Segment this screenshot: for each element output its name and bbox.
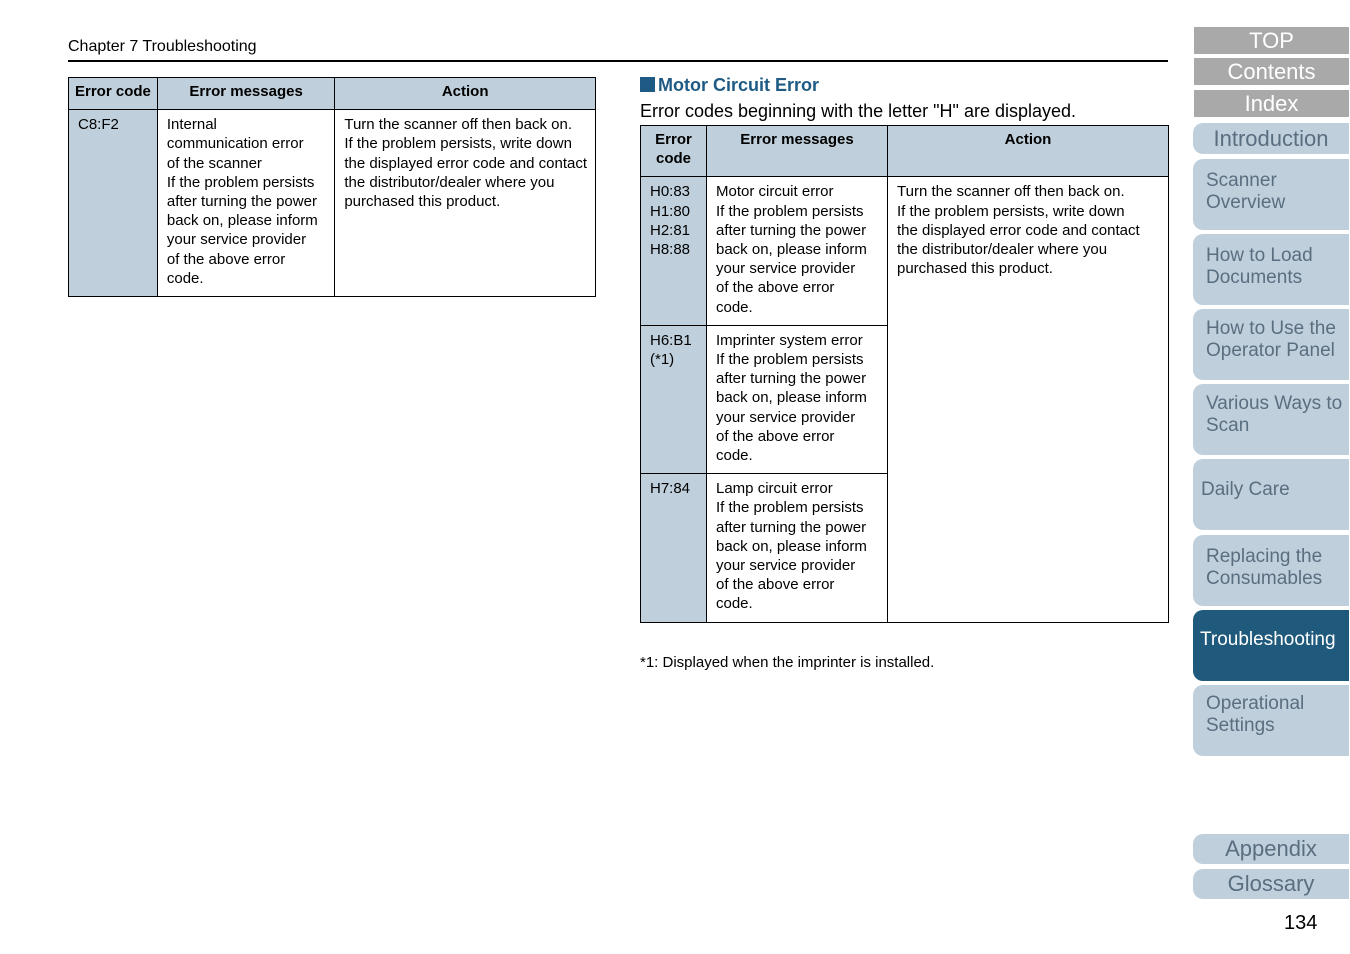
nav-tab-replacing-consumables[interactable]: Replacing the Consumables (1193, 535, 1349, 606)
nav-tab-troubleshooting[interactable]: Troubleshooting (1193, 610, 1349, 681)
nav-introduction-tab[interactable]: Introduction (1193, 123, 1349, 154)
action-cell: Turn the scanner off then back on. If the problem persists, write down the displayed error code and contact the distributor/dealer where you purchased this product. (888, 177, 1169, 622)
header-error-messages: Error messages (157, 78, 334, 110)
error-table-2 (640, 125, 1169, 623)
error-message-cell: Internal communication error of the scanner If the problem persists after turning the power back on, please inform your service provider of the above error code. (157, 110, 334, 297)
section-title: Motor Circuit Error (640, 75, 819, 96)
error-message-cell: Motor circuit error If the problem persists after turning the power back on, please inform your service provider of the above error code. (707, 177, 888, 325)
section-intro: Error codes beginning with the letter "H" are displayed. (640, 101, 1077, 121)
action-cell: Turn the scanner off then back on. If the problem persists, write down the displayed error code and contact the distributor/dealer where you purchased this product. (335, 110, 596, 297)
error-code-cell: H0:83 H1:80 H2:81 H8:88 (641, 177, 707, 325)
nav-tab-operational-settings[interactable]: Operational Settings (1193, 685, 1349, 756)
nav-tab-various-ways-to-scan[interactable]: Various Ways to Scan (1193, 384, 1349, 455)
nav-tab-operator-panel[interactable]: How to Use the Operator Panel (1193, 309, 1349, 380)
footnote: *1: Displayed when the imprinter is installed. (640, 654, 935, 671)
page-number: 134 (1284, 912, 1318, 934)
error-code-cell: C8:F2 (69, 110, 158, 297)
error-code-cell: H6:B1 (*1) (641, 325, 707, 473)
table-row (69, 110, 596, 297)
nav-tab-scanner-overview[interactable]: Scanner Overview (1193, 159, 1349, 230)
nav-tab-how-to-load-documents[interactable]: How to Load Documents (1193, 234, 1349, 305)
table-header-row (69, 78, 596, 110)
table-header-row (641, 126, 1169, 177)
header-action: Action (888, 126, 1169, 177)
error-table-1 (68, 77, 596, 297)
chapter-header: Chapter 7 Troubleshooting (68, 38, 257, 55)
nav-top-button[interactable]: TOP (1194, 27, 1349, 54)
nav-appendix-tab[interactable]: Appendix (1193, 834, 1349, 864)
nav-glossary-tab[interactable]: Glossary (1193, 869, 1349, 899)
header-error-code: Error code (641, 126, 707, 177)
nav-tab-daily-care[interactable]: Daily Care (1193, 459, 1349, 530)
nav-index-button[interactable]: Index (1194, 90, 1349, 117)
header-action: Action (335, 78, 596, 110)
error-message-cell: Imprinter system error If the problem persists after turning the power back on, please inform your service provider of the above error code. (707, 325, 888, 473)
header-error-code: Error code (69, 78, 158, 110)
header-rule (68, 60, 1168, 62)
header-error-messages: Error messages (707, 126, 888, 177)
error-message-cell: Lamp circuit error If the problem persists after turning the power back on, please inform your service provider of the above error code. (707, 474, 888, 622)
error-code-cell: H7:84 (641, 474, 707, 622)
section-square-icon (640, 77, 655, 92)
table-row (641, 177, 1169, 325)
nav-contents-button[interactable]: Contents (1194, 58, 1349, 85)
